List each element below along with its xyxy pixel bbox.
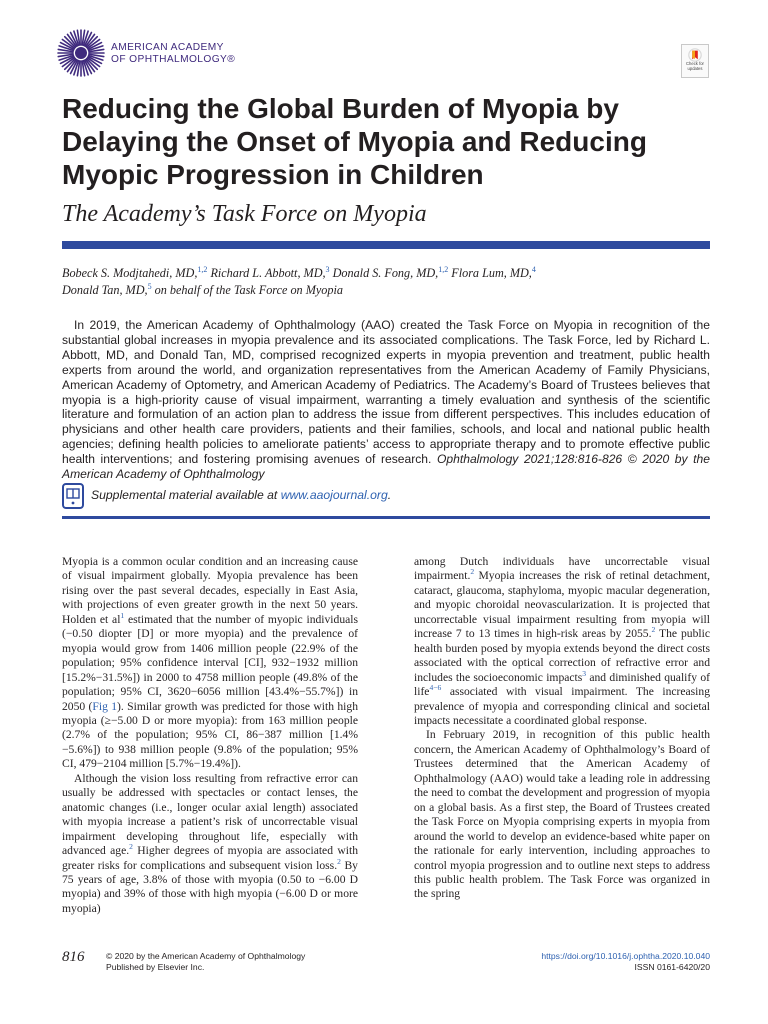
article-subtitle: The Academy’s Task Force on Myopia	[62, 201, 427, 227]
text-run: Higher degrees of myopia are associated with greater risks for complications and subsequent vision loss.	[62, 844, 358, 872]
supplemental-end: .	[387, 488, 392, 502]
author-name: Donald Tan, MD,	[62, 283, 148, 297]
affiliation-ref[interactable]: 1,2	[438, 264, 449, 274]
page-number: 816	[62, 949, 85, 965]
citation-ref[interactable]: 2	[470, 567, 475, 577]
check-for-updates-badge[interactable]	[681, 44, 709, 78]
supplemental-text: Supplemental material available at	[91, 488, 278, 502]
citation-ref[interactable]: 4−6	[429, 683, 442, 693]
author-name: Flora Lum, MD,	[451, 266, 532, 280]
supplemental-note	[91, 488, 391, 502]
author-name: Donald S. Fong, MD,	[332, 266, 439, 280]
org-name-line2: OF OPHTHALMOLOGY®	[111, 54, 236, 65]
doi-link[interactable]: https://doi.org/10.1016/j.ophtha.2020.10.040	[541, 951, 710, 961]
body-paragraph	[414, 555, 710, 728]
text-run: The public health burden posed by myopia extends beyond the direct costs associated with the optical correction of refractive error and includes the socioeconomic impacts	[414, 627, 710, 684]
badge-line2: updates	[687, 65, 703, 71]
affiliation-ref[interactable]: 3	[325, 264, 330, 274]
citation-ref[interactable]: 3	[582, 668, 587, 678]
figure-link[interactable]: Fig 1	[92, 699, 118, 713]
publisher-line: Published by Elsevier Inc.	[106, 962, 205, 972]
journal-link[interactable]: www.aaojournal.org	[280, 488, 388, 502]
body-paragraph	[62, 772, 358, 917]
article-title: Reducing the Global Burden of Myopia by Delaying the Onset of Myopia and Reducing Myopic Progression in Children	[62, 93, 647, 190]
text-run: associated with visual impairment. The increasing prevalence of myopia and corresponding clinical and societal impacts necessitate a coordinated global response.	[414, 685, 710, 727]
author-name: Bobeck S. Modjtahedi, MD,	[62, 266, 198, 280]
aao-logo	[56, 28, 106, 78]
org-name	[111, 42, 235, 66]
text-run: By 75 years of age, 3.8% of those with myopia (0.50 to −6.00 D myopia) and 39% of those with high myopia (−6.00 D or more myopia)	[62, 858, 358, 915]
footer-doi	[478, 951, 710, 973]
affiliation-ref[interactable]: 5	[147, 281, 152, 291]
text-run: among Dutch individuals have uncorrectable visual impairment.	[414, 555, 710, 583]
abstract-text: In 2019, the American Academy of Ophthalmology (AAO) created the Task Force on Myopia in recognition of the substantial global increases in myopia prevalence and its associated complications. The Task Force, led by Richard L. Abbott, MD, and Donald Tan, MD, comprised recognized experts in myopia prevention and treatment, public health experts from around the world, and organization representatives from the American Academy of Family Physicians, American Academy of Optometry, and American Academy of Pediatrics. The Academy’s Board of Trustees believes that myopia is a high-priority cause of visual impairment, warranting a timely evaluation and synthesis of the scientific literature and formulation of an action plan to address the issue from different perspectives. This includes education of physicians and other health care providers, patients and their families, schools, and local and national public health agencies; defining health policies to ameliorate patients’ access to appropriate therapy and to promote effective public health interventions; and fostering promising avenues of research.	[62, 318, 710, 467]
book-icon	[62, 483, 84, 509]
citation-ref[interactable]: 2	[337, 856, 341, 866]
text-run: and diminished qualify of life	[414, 670, 710, 699]
body-paragraph: In February 2019, in recognition of this public health concern, the American Academy of Ophthalmology’s Board of Trustees determined that the American Academy of Ophthalmology (AAO) would take a leading role in addressing the need to combat the development and progression of myopia on a global basis. As a first step, the Board of Trustees created the Task Force on Myopia comprising experts in myopia from around the world to develop an evidence-based white paper on the rationale for early intervention, including approaches to control myopia progression and to outline next steps to address this public health problem. The Task Force was organized in the spring	[414, 728, 710, 901]
right-column	[414, 555, 710, 902]
author-name: Richard L. Abbott, MD,	[210, 266, 326, 280]
copyright-line: © 2020 by the American Academy of Ophthalmology	[106, 951, 306, 961]
badge-line1: Check for	[686, 61, 704, 66]
author-list	[62, 265, 710, 299]
citation-ref[interactable]: 1	[120, 610, 125, 620]
body-paragraph	[62, 555, 358, 772]
abstract-citation: Ophthalmology 2021;128:816-826 © 2020 by the American Academy of Ophthalmology	[62, 452, 710, 482]
text-run: estimated that the number of myopic individuals (−0.50 diopter [D] or more myopia) and the prevalence of myopia would grow from 1406 million people (22.9% of the population; 95% confidence interval [CI], 932−1932 million [15.2%−31.5%]) in 2000 to 4758 million people (49.8% of the population; 95% CI, 3620−6056 million [43.4%−55.7%]) in 2050 (	[62, 612, 358, 713]
text-run: ). Similar growth was predicted for those with high myopia (≥−5.00 D or more myopia): from 163 million people (2.7% of the population; 95% CI, 86−387 million [1.4%−5.6%]) to 938 million people (9.8% of the population; 95% CI, 479−2104 million [5.7%−19.4%]).	[62, 699, 358, 771]
text-run: Although the vision loss resulting from refractive error can usually be addressed with spectacles or contact lenses, the anatomic changes (i.e., longer ocular axial length) associated with myopia increase a patient’s risk of uncorrectable visual impairment developing throughout life, especially with advanced age.	[62, 771, 358, 858]
abstract-rule	[62, 516, 710, 519]
issn-line: ISSN 0161-6420/20	[634, 962, 710, 972]
affiliation-ref[interactable]: 1,2	[197, 264, 208, 274]
author-group: on behalf of the Task Force on Myopia	[154, 283, 343, 297]
title-rule	[62, 241, 710, 249]
text-run: Myopia increases the risk of retinal detachment, cataract, glaucoma, staphyloma, myopic macular degeneration, and myopic choroidal neovascularization. It is projected that uncorrectable visual impairment resulting from myopia will increase 7 to 13 times in high-risk areas by 2055.	[414, 569, 710, 641]
abstract	[62, 318, 710, 482]
footer-copyright	[106, 951, 305, 973]
citation-ref[interactable]: 2	[129, 842, 133, 852]
citation-ref[interactable]: 2	[651, 625, 656, 635]
org-name-line1: AMERICAN ACADEMY	[111, 42, 224, 53]
left-column	[62, 555, 358, 916]
bookmark-icon	[688, 48, 702, 62]
affiliation-ref[interactable]: 4	[531, 264, 536, 274]
text-run: Myopia is a common ocular condition and an increasing cause of visual impairment globally. Myopia prevalence has been rising over the past several decades, especially in East Asia, with projections of even greater growth in the next 50 years. Holden et al	[62, 555, 358, 626]
